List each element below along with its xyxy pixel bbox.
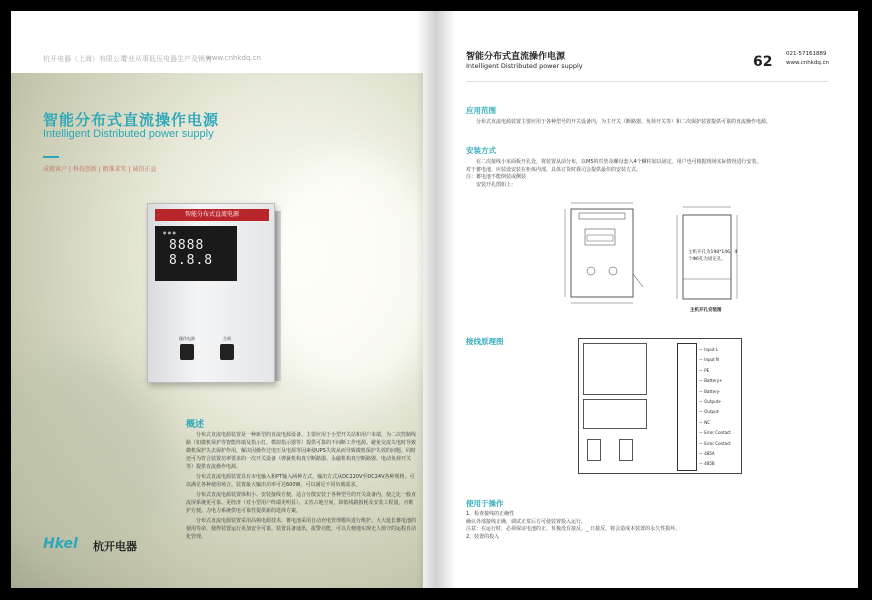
- device-button-1: [180, 344, 194, 360]
- header-rule: [466, 81, 828, 82]
- phone-number: 021-57161889: [786, 51, 827, 57]
- usage-line: 确认外部接线正确，调试正常后方可使装置投入运行。: [466, 518, 587, 525]
- company-website: www.cnhkdq.cn: [206, 54, 261, 62]
- terminal-label: — 485B: [699, 461, 715, 467]
- product-title-en: Intelligent Distributed power supply: [43, 128, 214, 140]
- status-leds: ● ● ●: [163, 230, 177, 235]
- terminal-label: — Error Contact: [699, 430, 731, 436]
- terminal-block: [677, 343, 697, 471]
- battery-switch: [587, 439, 601, 461]
- brand-logo-cn: 杭开电器: [93, 540, 137, 553]
- overview-paragraph: 分布式直流电源装置体积小、安装接线方便，适合分散安装于各种型号的开关设备内，使之比一般直流屏系统更可靠、更经济（对小型用户终端更明显），又省占地空间，降低线路损耗及安装工程量，且维护方便。力电力系统供电可靠性提供新的选择方案。: [186, 492, 417, 514]
- product-title-cn: 智能分布式直流操作电源: [43, 111, 220, 129]
- terminal-label: — Input N: [699, 357, 719, 363]
- brand-logo: Hkel: [43, 536, 78, 552]
- company-tagline: 成就客户 | 科技创新 | 精准求实 | 诚信正直: [43, 166, 157, 173]
- notes-box: [583, 399, 647, 429]
- right-page: [436, 11, 858, 588]
- left-page: [11, 11, 436, 588]
- page-title-cn: 智能分布式直流操作电源: [466, 52, 566, 62]
- book-gutter: [416, 11, 456, 588]
- terminal-label: — Input L: [699, 347, 719, 352]
- usage-line: 2、装置的投入: [466, 533, 500, 540]
- terminal-label: — Battery+: [699, 378, 723, 384]
- drawing-caption: 主机开孔安装图: [690, 308, 722, 313]
- drawing-note: 主机开孔为198*146，4个Φ6孔为固定孔。: [688, 250, 738, 262]
- usage-line: 注意：在运行时，必须保证电池的正、负极没有接反，_ 日接反，将会造成本装置的永久性损坏。: [466, 526, 681, 532]
- install-line: 注：蓄电池不能倒装或侧装: [466, 174, 527, 180]
- ac-input-switch: [619, 439, 633, 461]
- left-header: [11, 11, 436, 73]
- device-label: 智能分布式直流电源: [155, 209, 269, 221]
- terminal-label: — Output+: [699, 398, 722, 404]
- overview-heading: 概述: [186, 420, 205, 430]
- scope-text: 分布式直流电源装置主要应用于各种型号的开关设备内，为主开关（断路器、负荷开关等）和二次保护装置提供可靠的直流操作电源。: [476, 119, 772, 125]
- usage-line: 1、检查接线的正确性: [466, 511, 515, 517]
- company-name: 杭开电器（上海）有限公司: [43, 55, 127, 63]
- display-digits: 8888 8.8.8: [169, 238, 214, 268]
- terminal-label: — 485A: [699, 450, 715, 456]
- install-line: 安装开孔图如上：: [476, 181, 517, 188]
- overview-paragraph: 分布式直流电源装置具有市电输入和PT输入两种方式。输出方式从DC220V至DC24V各种规格，可以满足各种使用场合。装置最大输出功率可达600W，可以满足不同负载需求。: [186, 474, 415, 488]
- brochure-spread: [11, 11, 858, 588]
- title-rule: [43, 156, 59, 158]
- page-number: 62: [753, 54, 773, 70]
- device-display: [155, 226, 237, 281]
- spec-table: [583, 343, 647, 395]
- device-button-1-label: 操作电源: [179, 336, 195, 341]
- device-button-2-label: 合闸: [223, 336, 231, 341]
- install-line: 在二次接线小室面板开孔处，将装置从前分布，以M5的爪垫及螺母套入4个螺柱加以固定。用户也可根据现场实际情况进行安装。: [476, 159, 762, 165]
- wiring-heading: 接线原理图: [466, 337, 504, 346]
- overview-paragraph: 分布式直流电源装置是一种新型的直流电源设备。主要应用于小型开关站和用户末端，为二次控制线路（如微机保护等智能终端及指示灯、模拟指示器等）提供可靠的不间断工作电源。避免交流失电时导致微机保护失去保护作用，解决因操作过电压及电源等因素使UPS失效从而导致微机保护失效的问题。同时还可为符合装置功率要求的一次开关设备（弹簧机构真空断路器、永磁机构真空断路器、电动负荷开关等）提供直流操作电源。: [186, 432, 417, 470]
- wiring-diagram: [578, 338, 742, 474]
- overview-text: [186, 431, 418, 543]
- terminal-label: — Error Contact: [699, 440, 731, 446]
- overview-paragraph: 分布式直流电源装置采用高频电源技术，蓄电池采用自动充电管理模块进行维护。大大延长蓄电池的使用寿命，使得装置运行更加安全可靠。装置具备通讯、报警功能，可以方便地实现无人值守的运程自动化管理。: [186, 518, 417, 540]
- install-text: [466, 159, 826, 189]
- terminal-label: — Output-: [699, 409, 720, 415]
- website: www.cnhkdq.cn: [786, 60, 830, 66]
- install-line: 对于蓄电池、应装设安装在柜体内部，具体订货时我司会提供最佳的安装方式。: [466, 166, 642, 173]
- terminal-label: — PE: [699, 367, 710, 373]
- page-title-en: Intelligent Distributed power supply: [466, 62, 583, 70]
- company-slogan: 专业从事低压电器生产及销售: [121, 55, 212, 63]
- device-side: [275, 211, 281, 381]
- terminal-label: — NC: [699, 419, 711, 425]
- terminal-labels: [699, 345, 741, 470]
- terminal-label: — Battery-: [699, 388, 721, 394]
- power-supply-device: [147, 203, 275, 383]
- install-heading: 安装方式: [466, 146, 496, 155]
- contact-info: [786, 50, 829, 68]
- scope-heading: 应用范围: [466, 106, 496, 115]
- usage-text: [466, 511, 826, 541]
- usage-heading: 使用于操作: [466, 499, 504, 508]
- device-button-2: [220, 344, 234, 360]
